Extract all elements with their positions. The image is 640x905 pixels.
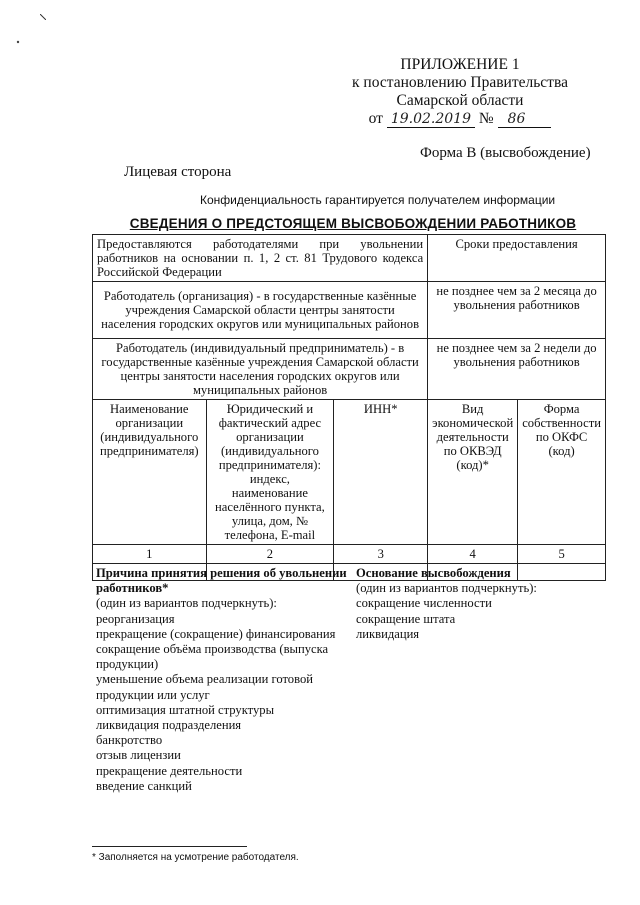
table-header-row <box>93 400 606 545</box>
list-item: ликвидация подразделения <box>96 718 242 733</box>
scan-mark <box>16 40 20 44</box>
list-item: введение санкций <box>96 778 192 793</box>
release-grounds <box>356 566 596 642</box>
appendix-subtitle: к постановлению Правительства <box>352 74 568 91</box>
list-item: банкротство <box>96 733 163 748</box>
list-item: сокращение штата <box>356 611 456 626</box>
table-cell: Работодатель (индивидуальный предприниматель) - в государственные казённые учреждения Самарской области центры занятости населения городских округов или муниципальных районов <box>93 339 428 400</box>
list-item: сокращение объёма производства (выпуска продукции) <box>96 642 329 672</box>
appendix-title: ПРИЛОЖЕНИЕ 1 <box>400 56 520 73</box>
column-header: Юридический и фактический адрес организации (индивидуального предпринимателя): индекс, наименование населённого пункта, улица, дом, № телефона, E-mail <box>206 400 334 545</box>
table-cell: Работодатель (организация) - в государственные казённые учреждения Самарской области центры занятости населения городских округов или муниципальных районов <box>93 282 428 339</box>
grounds-hint: (один из вариантов подчеркнуть): <box>356 581 537 596</box>
decree-number: 86 <box>498 111 552 128</box>
appendix-region: Самарской области <box>396 92 524 109</box>
footnote: * Заполняется на усмотрение работодателя. <box>92 852 299 863</box>
list-item: отзыв лицензии <box>96 748 181 763</box>
dismissal-reasons <box>96 566 356 794</box>
appendix-header <box>340 56 580 110</box>
column-number: 2 <box>206 545 334 564</box>
face-side-label: Лицевая сторона <box>124 164 232 180</box>
table-cell: не позднее чем за 2 недели до увольнения работников <box>428 339 606 400</box>
table-cell: Предоставляются работодателями при увольнении работников на основании п. 1, 2 ст. 81 Трудового кодекса Российской Федерации <box>93 235 428 282</box>
grounds-title: Основание высвобождения <box>356 566 511 580</box>
list-item: оптимизация штатной структуры <box>96 702 275 717</box>
table-cell: не позднее чем за 2 месяца до увольнения работников <box>428 282 606 339</box>
footnote-divider <box>92 846 247 847</box>
decree-date-line <box>340 110 580 128</box>
list-item: уменьшение объема реализации готовой продукции или услуг <box>96 672 314 702</box>
column-number-row <box>93 545 606 564</box>
column-header: ИНН* <box>334 400 428 545</box>
column-header: Форма собственности по ОКФС (код) <box>518 400 606 545</box>
table-row <box>93 235 606 282</box>
number-prefix: № <box>478 110 494 127</box>
column-number: 3 <box>334 545 428 564</box>
list-item: прекращение деятельности <box>96 763 243 778</box>
date-prefix: от <box>368 110 383 127</box>
column-header: Наименование организации (индивидуального предпринимателя) <box>93 400 207 545</box>
reasons-title: Причина принятия решения об увольнении работников* <box>96 566 347 596</box>
list-item: реорганизация <box>96 611 175 626</box>
column-number: 1 <box>93 545 207 564</box>
column-number: 4 <box>428 545 518 564</box>
list-item: сокращение численности <box>356 596 492 611</box>
decree-date: 19.02.2019 <box>387 111 475 128</box>
column-header: Вид экономической деятельности по ОКВЭД (код)* <box>428 400 518 545</box>
confidentiality-note: Конфиденциальность гарантируется получателем информации <box>200 193 556 207</box>
list-item: прекращение (сокращение) финансирования <box>96 626 336 641</box>
column-number: 5 <box>518 545 606 564</box>
document-title: СВЕДЕНИЯ О ПРЕДСТОЯЩЕМ ВЫСВОБОЖДЕНИИ РАБОТНИКОВ <box>129 216 577 231</box>
form-label: Форма В (высвобождение) <box>420 145 591 161</box>
table-cell: Сроки предоставления <box>428 235 606 282</box>
list-item: ликвидация <box>356 626 420 641</box>
table-row <box>93 339 606 400</box>
reasons-hint: (один из вариантов подчеркнуть): <box>96 596 277 611</box>
release-info-table <box>92 234 606 581</box>
table-row <box>93 282 606 339</box>
scan-mark <box>40 14 46 20</box>
